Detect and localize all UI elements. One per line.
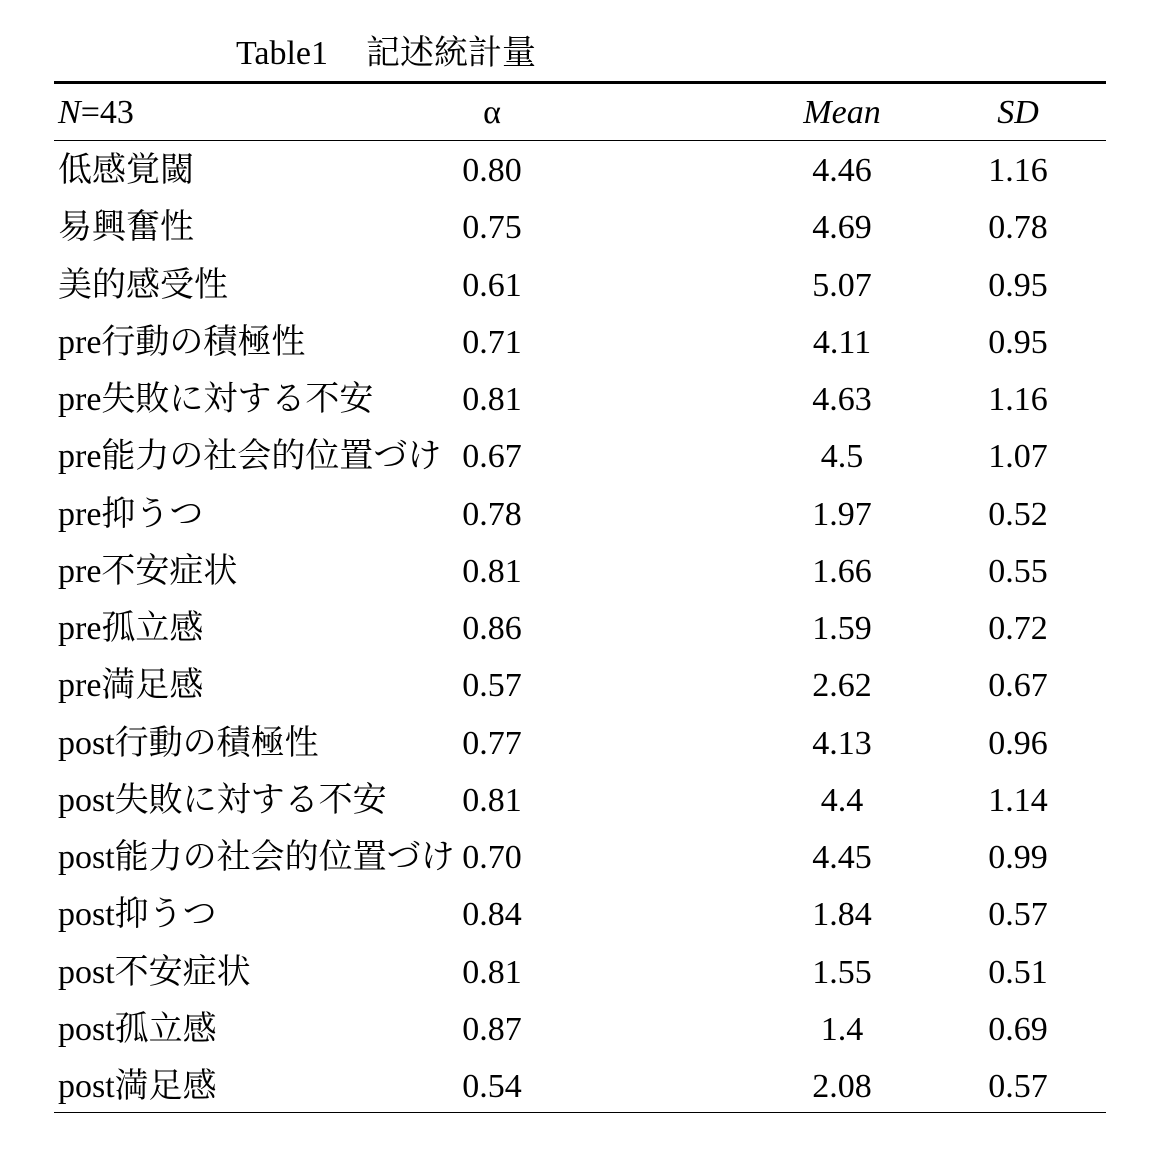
row-mean: 4.5 [820, 438, 864, 476]
row-label: post孤立感 [58, 1010, 217, 1048]
header-sd: SD [997, 94, 1039, 131]
table-title: 記述統計量 [366, 35, 537, 72]
row-alpha: 0.78 [462, 495, 522, 533]
table-row [0, 552, 1168, 592]
table-row [0, 208, 1168, 248]
row-sd: 0.99 [988, 839, 1048, 876]
table-row [0, 953, 1168, 993]
row-alpha: 0.84 [462, 896, 522, 934]
row-alpha: 0.81 [462, 381, 522, 418]
table-row [0, 323, 1168, 363]
row-alpha: 0.80 [462, 152, 522, 189]
table-header-row [0, 93, 1168, 133]
row-sd: 1.16 [988, 152, 1048, 189]
row-sd: 0.57 [988, 1068, 1048, 1105]
row-label: post失敗に対する不安 [58, 781, 387, 819]
row-alpha: 0.77 [462, 724, 522, 762]
row-label: 低感覚閾 [58, 152, 194, 189]
row-mean: 1.84 [812, 896, 872, 934]
row-alpha: 0.81 [462, 552, 522, 590]
row-label: pre満足感 [58, 667, 204, 705]
table-row [0, 609, 1168, 649]
row-alpha: 0.67 [462, 438, 522, 476]
row-sd: 0.95 [988, 266, 1048, 304]
bottom-rule [54, 1112, 1106, 1113]
row-label: pre孤立感 [58, 610, 204, 647]
row-label: post行動の積極性 [58, 724, 319, 762]
row-alpha: 0.75 [462, 209, 522, 247]
table-number: Table1 [236, 35, 329, 72]
row-alpha: 0.70 [462, 839, 522, 876]
row-label: post不安症状 [58, 953, 251, 991]
table-row [0, 724, 1168, 764]
row-sd: 1.07 [988, 438, 1048, 476]
table-row [0, 495, 1168, 535]
row-alpha: 0.87 [462, 1010, 522, 1048]
header-alpha: α [483, 94, 501, 131]
row-sd: 0.95 [988, 323, 1048, 361]
row-alpha: 0.57 [462, 667, 522, 705]
table-caption [236, 30, 536, 78]
row-mean: 4.11 [812, 323, 872, 361]
row-mean: 4.46 [812, 152, 872, 189]
row-mean: 4.45 [812, 839, 872, 876]
row-sd: 0.67 [988, 667, 1048, 705]
row-mean: 1.59 [812, 610, 872, 647]
header-sample-size [58, 93, 410, 133]
row-label: pre能力の社会的位置づけ [58, 438, 442, 476]
row-mean: 2.62 [812, 667, 872, 705]
row-alpha: 0.71 [462, 323, 522, 361]
row-sd: 1.16 [988, 381, 1048, 418]
row-alpha: 0.54 [462, 1068, 522, 1105]
table-row [0, 838, 1168, 878]
row-mean: 1.55 [812, 953, 872, 991]
header-rule [54, 140, 1106, 141]
table-row [0, 781, 1168, 821]
row-mean: 1.4 [820, 1010, 864, 1048]
table-row [0, 1010, 1168, 1050]
row-alpha: 0.81 [462, 781, 522, 819]
header-mean: Mean [803, 94, 881, 131]
row-mean: 1.66 [812, 552, 872, 590]
row-alpha: 0.61 [462, 266, 522, 304]
table-row [0, 437, 1168, 477]
row-alpha: 0.81 [462, 953, 522, 991]
row-label: pre失敗に対する不安 [58, 381, 374, 418]
row-mean: 5.07 [812, 266, 872, 304]
header-n-value: =43 [80, 94, 134, 131]
row-mean: 4.4 [820, 781, 864, 819]
row-alpha: 0.86 [462, 610, 522, 647]
row-mean: 4.69 [812, 209, 872, 247]
row-mean: 1.97 [812, 495, 872, 533]
row-sd: 0.51 [988, 953, 1048, 991]
row-sd: 0.69 [988, 1010, 1048, 1048]
row-mean: 4.13 [812, 724, 872, 762]
row-sd: 0.96 [988, 724, 1048, 762]
row-mean: 4.63 [812, 381, 872, 418]
row-label: pre抑うつ [58, 495, 204, 533]
row-label: 易興奮性 [58, 209, 194, 247]
top-rule [54, 81, 1106, 84]
row-label: post能力の社会的位置づけ [58, 839, 455, 876]
row-label: post抑うつ [58, 896, 217, 934]
table-row [0, 380, 1168, 420]
table-row [0, 266, 1168, 306]
row-sd: 0.55 [988, 552, 1048, 590]
row-label: post満足感 [58, 1068, 217, 1105]
row-sd: 0.78 [988, 209, 1048, 247]
row-sd: 0.72 [988, 610, 1048, 647]
table-row [0, 666, 1168, 706]
table-row [0, 151, 1168, 191]
row-sd: 1.14 [988, 781, 1048, 819]
row-label: pre不安症状 [58, 552, 238, 590]
row-sd: 0.57 [988, 896, 1048, 934]
table-row [0, 1067, 1168, 1107]
row-label: 美的感受性 [58, 266, 228, 304]
header-n-symbol: N [58, 94, 81, 131]
row-mean: 2.08 [812, 1068, 872, 1105]
row-label: pre行動の積極性 [58, 323, 306, 361]
table-row [0, 895, 1168, 935]
row-sd: 0.52 [988, 495, 1048, 533]
